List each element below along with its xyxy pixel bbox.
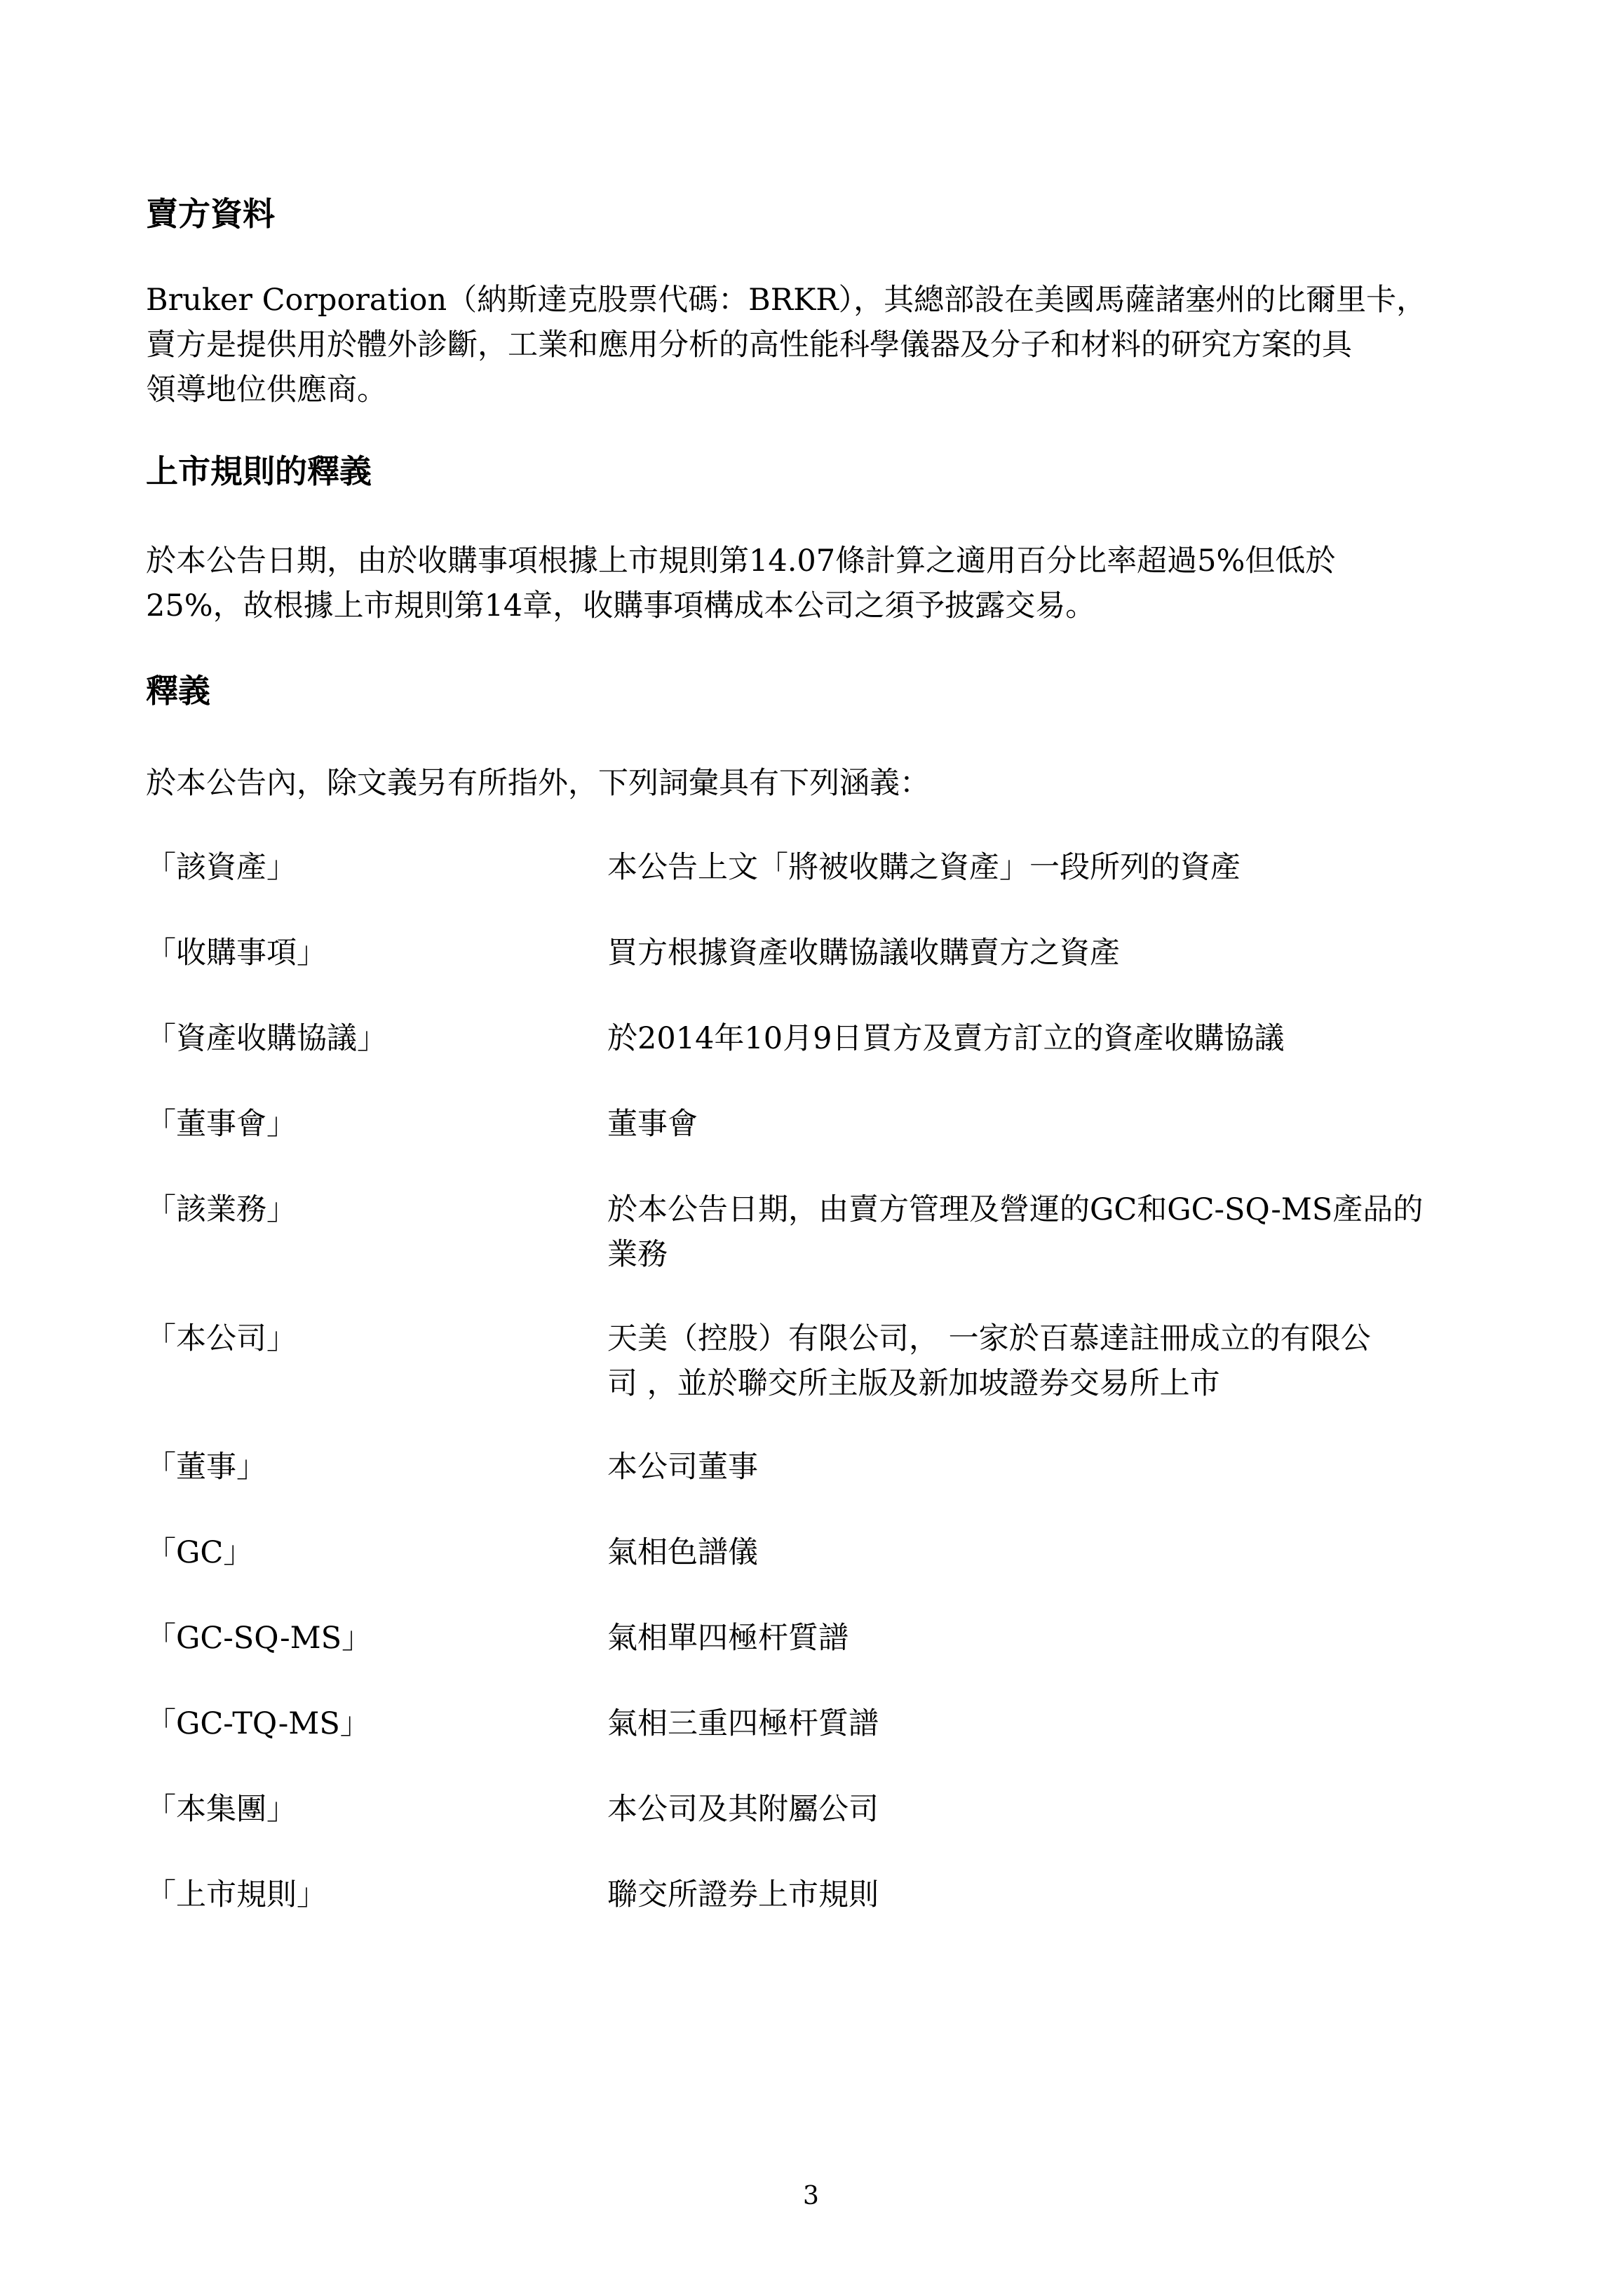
definition-meaning	[607, 1616, 1470, 1661]
definition-line: 買方根據資產收購協議收購賣方之資產	[607, 936, 1120, 971]
definition-term: 「董事會」	[146, 1107, 297, 1142]
definition-term: 「收購事項」	[146, 936, 327, 971]
definition-line: 本公告上文「將被收購之資產」一段所列的資產	[607, 850, 1241, 885]
definition-term: 「GC」	[146, 1535, 254, 1570]
definitions-heading: 釋義	[146, 672, 210, 710]
definition-meaning	[607, 1102, 1470, 1147]
definition-term: 「上市規則」	[146, 1877, 327, 1912]
definition-line: 業務	[607, 1237, 668, 1272]
definition-term: 「該業務」	[146, 1192, 297, 1227]
definition-term: 「GC-SQ-MS」	[146, 1621, 372, 1656]
definition-meaning	[607, 1187, 1470, 1277]
definition-line: 於本公告日期，由賣方管理及營運的GC和GC-SQ-MS產品的	[607, 1192, 1424, 1227]
paragraph-line: 領導地位供應商。	[146, 372, 387, 407]
definition-meaning	[607, 1530, 1470, 1575]
definitions-intro: 於本公告內，除文義另有所指外，下列詞彙具有下列涵義：	[146, 766, 930, 801]
definition-line: 本公司及其附屬公司	[607, 1792, 879, 1827]
definition-meaning	[607, 931, 1470, 975]
document-page	[146, 0, 1478, 2296]
paragraph-line: Bruker Corporation（納斯達克股票代碼：BRKR），其總部設在美國馬薩諸塞州的比爾里卡，	[146, 283, 1427, 318]
definition-meaning	[607, 1016, 1470, 1061]
paragraph-line: 於本公告日期，由於收購事項根據上市規則第14.07條計算之適用百分比率超過5%但低於	[146, 543, 1336, 579]
seller-info-paragraph	[146, 278, 1464, 412]
definition-term: 「資產收購協議」	[146, 1021, 387, 1056]
paragraph-line: 賣方是提供用於體外診斷，工業和應用分析的高性能科學儀器及分子和材料的研究方案的具	[146, 327, 1352, 363]
definition-line: 聯交所證券上市規則	[607, 1877, 879, 1912]
paragraph-line: 25%，故根據上市規則第14章，收購事項構成本公司之須予披露交易。	[146, 588, 1096, 623]
definition-term: 「該資產」	[146, 850, 297, 885]
definition-line: 氣相三重四極杆質譜	[607, 1706, 879, 1741]
definition-meaning	[607, 845, 1470, 890]
definition-meaning	[607, 1316, 1470, 1406]
definition-meaning	[607, 1701, 1470, 1746]
definition-line: 本公司董事	[607, 1450, 758, 1485]
page-number: 3	[803, 2182, 819, 2210]
definition-meaning	[607, 1787, 1470, 1832]
definition-line: 天美（控股）有限公司， 一家於百慕達註冊成立的有限公	[607, 1321, 1371, 1356]
definition-term: 「董事」	[146, 1450, 266, 1485]
definition-line: 氣相色譜儀	[607, 1535, 758, 1570]
listing-rules-paragraph	[146, 539, 1464, 628]
definition-line: 於2014年10月9日買方及賣方訂立的資產收購協議	[607, 1021, 1285, 1056]
listing-rules-heading: 上市規則的釋義	[146, 452, 372, 490]
definition-line: 司 ，並於聯交所主版及新加坡證券交易所上市	[607, 1366, 1220, 1401]
seller-info-heading: 賣方資料	[146, 195, 275, 233]
definition-line: 董事會	[607, 1107, 698, 1142]
definition-line: 氣相單四極杆質譜	[607, 1621, 849, 1656]
definition-term: 「本集團」	[146, 1792, 297, 1827]
definition-term: 「GC-TQ-MS」	[146, 1706, 370, 1741]
definition-term: 「本公司」	[146, 1321, 297, 1356]
definition-meaning	[607, 1872, 1470, 1917]
definition-meaning	[607, 1445, 1470, 1490]
